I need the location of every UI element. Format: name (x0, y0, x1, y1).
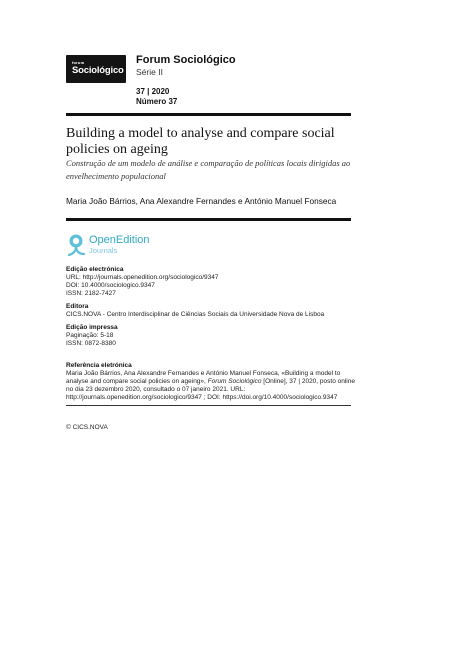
print-issn: ISSN: 0872-8380 (66, 340, 116, 347)
electronic-doi[interactable]: DOI: 10.4000/sociologico.9347 (66, 282, 155, 289)
reference-before: Maria João Bárrios, Ana Alexandre Fernandes e António Manuel Fonseca, «Building a model to analyse and compare social policies on ageing», (66, 370, 341, 385)
electronic-heading: Edição electrónica (66, 266, 124, 273)
logo-big-text: Sociológico (72, 65, 124, 76)
electronic-edition-section (66, 266, 356, 298)
reference-heading: Referência eletrónica (66, 362, 132, 369)
electronic-url[interactable]: URL: http://journals.openedition.org/sociologico/9347 (66, 274, 219, 281)
reference-section (66, 362, 356, 402)
reference-after: [Online], 37 | 2020, posto online no dia 23 dezembro 2020, consultado o 07 janeiro 2021. URL: http://journals.openedition.org/sociologico/9347 ; DOI: https://doi.org/10.4000/sociologico.9347 (66, 378, 355, 401)
print-pages: Paginação: 5-18 (66, 332, 114, 339)
journal-number: Número 37 (136, 97, 178, 106)
publisher-section (66, 303, 356, 319)
publisher-heading: Editora (66, 303, 89, 310)
journal-issue: 37 | 2020 (136, 87, 170, 96)
print-heading: Edição impressa (66, 324, 118, 331)
article-authors: Maria João Bárrios, Ana Alexandre Fernandes e António Manuel Fonseca (66, 196, 337, 206)
article-title: Building a model to analyse and compare social policies on ageing (66, 126, 335, 157)
copyright: © CICS.NOVA (66, 424, 108, 431)
journal-name: Forum Sociológico (136, 54, 236, 66)
openedition-sub: Journals (89, 246, 118, 255)
reference-text (66, 370, 356, 402)
print-edition-section (66, 324, 356, 348)
electronic-issn: ISSN: 2182-7427 (66, 290, 116, 297)
middle-rule (66, 218, 351, 221)
reference-journal: Forum Sociológico (207, 378, 262, 385)
openedition-name: OpenEdition (89, 234, 150, 246)
logo-small-text: forum (72, 60, 85, 65)
bottom-rule (66, 405, 351, 406)
journal-series: Série II (136, 67, 163, 77)
top-rule (66, 113, 351, 116)
article-subtitle: Construção de um modelo de análise e comparação de políticas locais dirigidas ao envelhecimento populacional (66, 158, 351, 181)
publisher-name: CICS.NOVA - Centro Interdisciplinar de Ciências Sociais da Universidade Nova de Lisboa (66, 311, 325, 318)
journal-info (136, 54, 236, 107)
journal-logo (66, 55, 126, 83)
openedition-flower-icon (66, 232, 90, 258)
